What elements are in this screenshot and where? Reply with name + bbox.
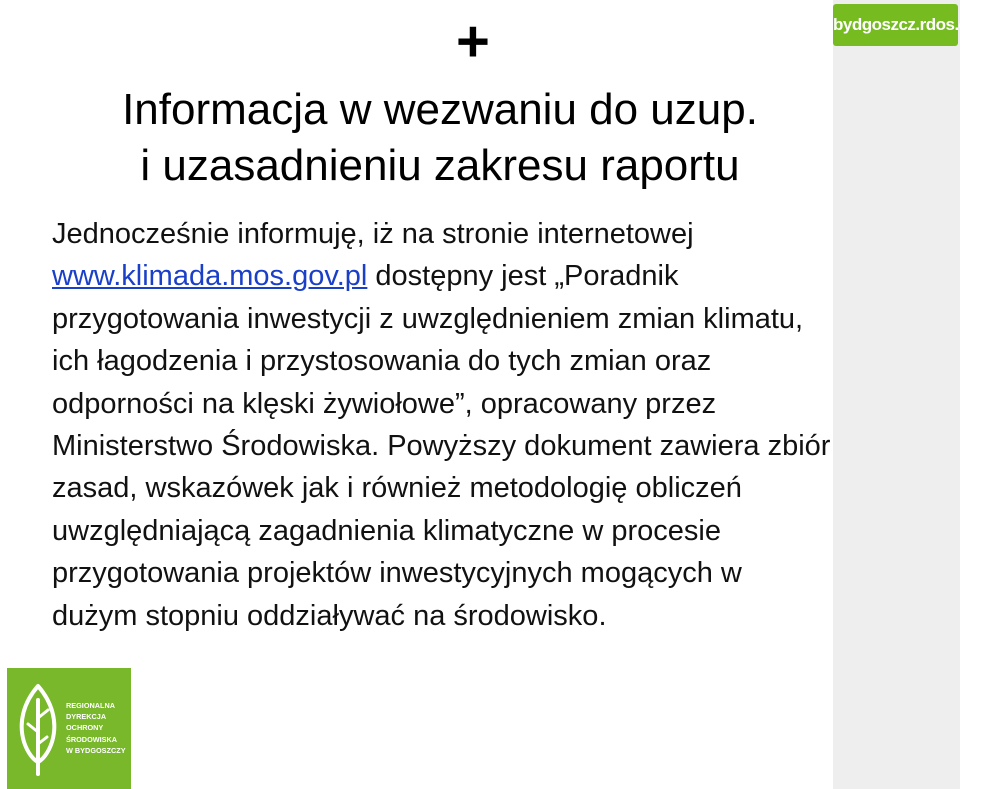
plus-mark: + bbox=[456, 9, 490, 74]
body-paragraph bbox=[52, 213, 832, 637]
leaf-icon bbox=[16, 682, 60, 776]
logo-line: ŚRODOWISKA bbox=[66, 734, 118, 744]
body-rest: dostępny jest „Poradnik przygotowania inwestycji z uwzględnieniem zmian klimatu, ich łagodzenia i przystosowania do tych zmian oraz odporności na klęski żywiołowe”, opracowany przez Ministerstwo Środowiska. Powyższy dokument zawiera zbiór zasad, wskazówek jak i również metodologię obliczeń uwzględniającą zagadnienia klimatyczne w procesie przygotowania projektów inwestycyjnych mogących w dużym stopniu oddziaływać na środowisko. bbox=[52, 260, 831, 632]
logo-line: REGIONALNA bbox=[66, 701, 116, 710]
logo-line: DYREKCJA bbox=[66, 712, 107, 722]
body-intro: Jednocześnie informuję, iż na stronie internetowej bbox=[52, 218, 694, 250]
logo-text bbox=[66, 700, 128, 756]
domain-badge[interactable]: bydgoszcz.rdos.gov.pl bbox=[833, 4, 958, 46]
title-line-1: Informacja w wezwaniu do uzup. bbox=[122, 85, 758, 134]
logo-line: W BYDGOSZCZY bbox=[66, 745, 126, 755]
rdos-logo bbox=[7, 668, 131, 789]
slide-title bbox=[60, 82, 820, 194]
right-side-strip bbox=[833, 0, 960, 789]
title-line-2: i uzasadnieniu zakresu raportu bbox=[140, 141, 740, 190]
klimada-link[interactable]: www.klimada.mos.gov.pl bbox=[52, 260, 368, 293]
logo-line: OCHRONY bbox=[66, 723, 104, 733]
